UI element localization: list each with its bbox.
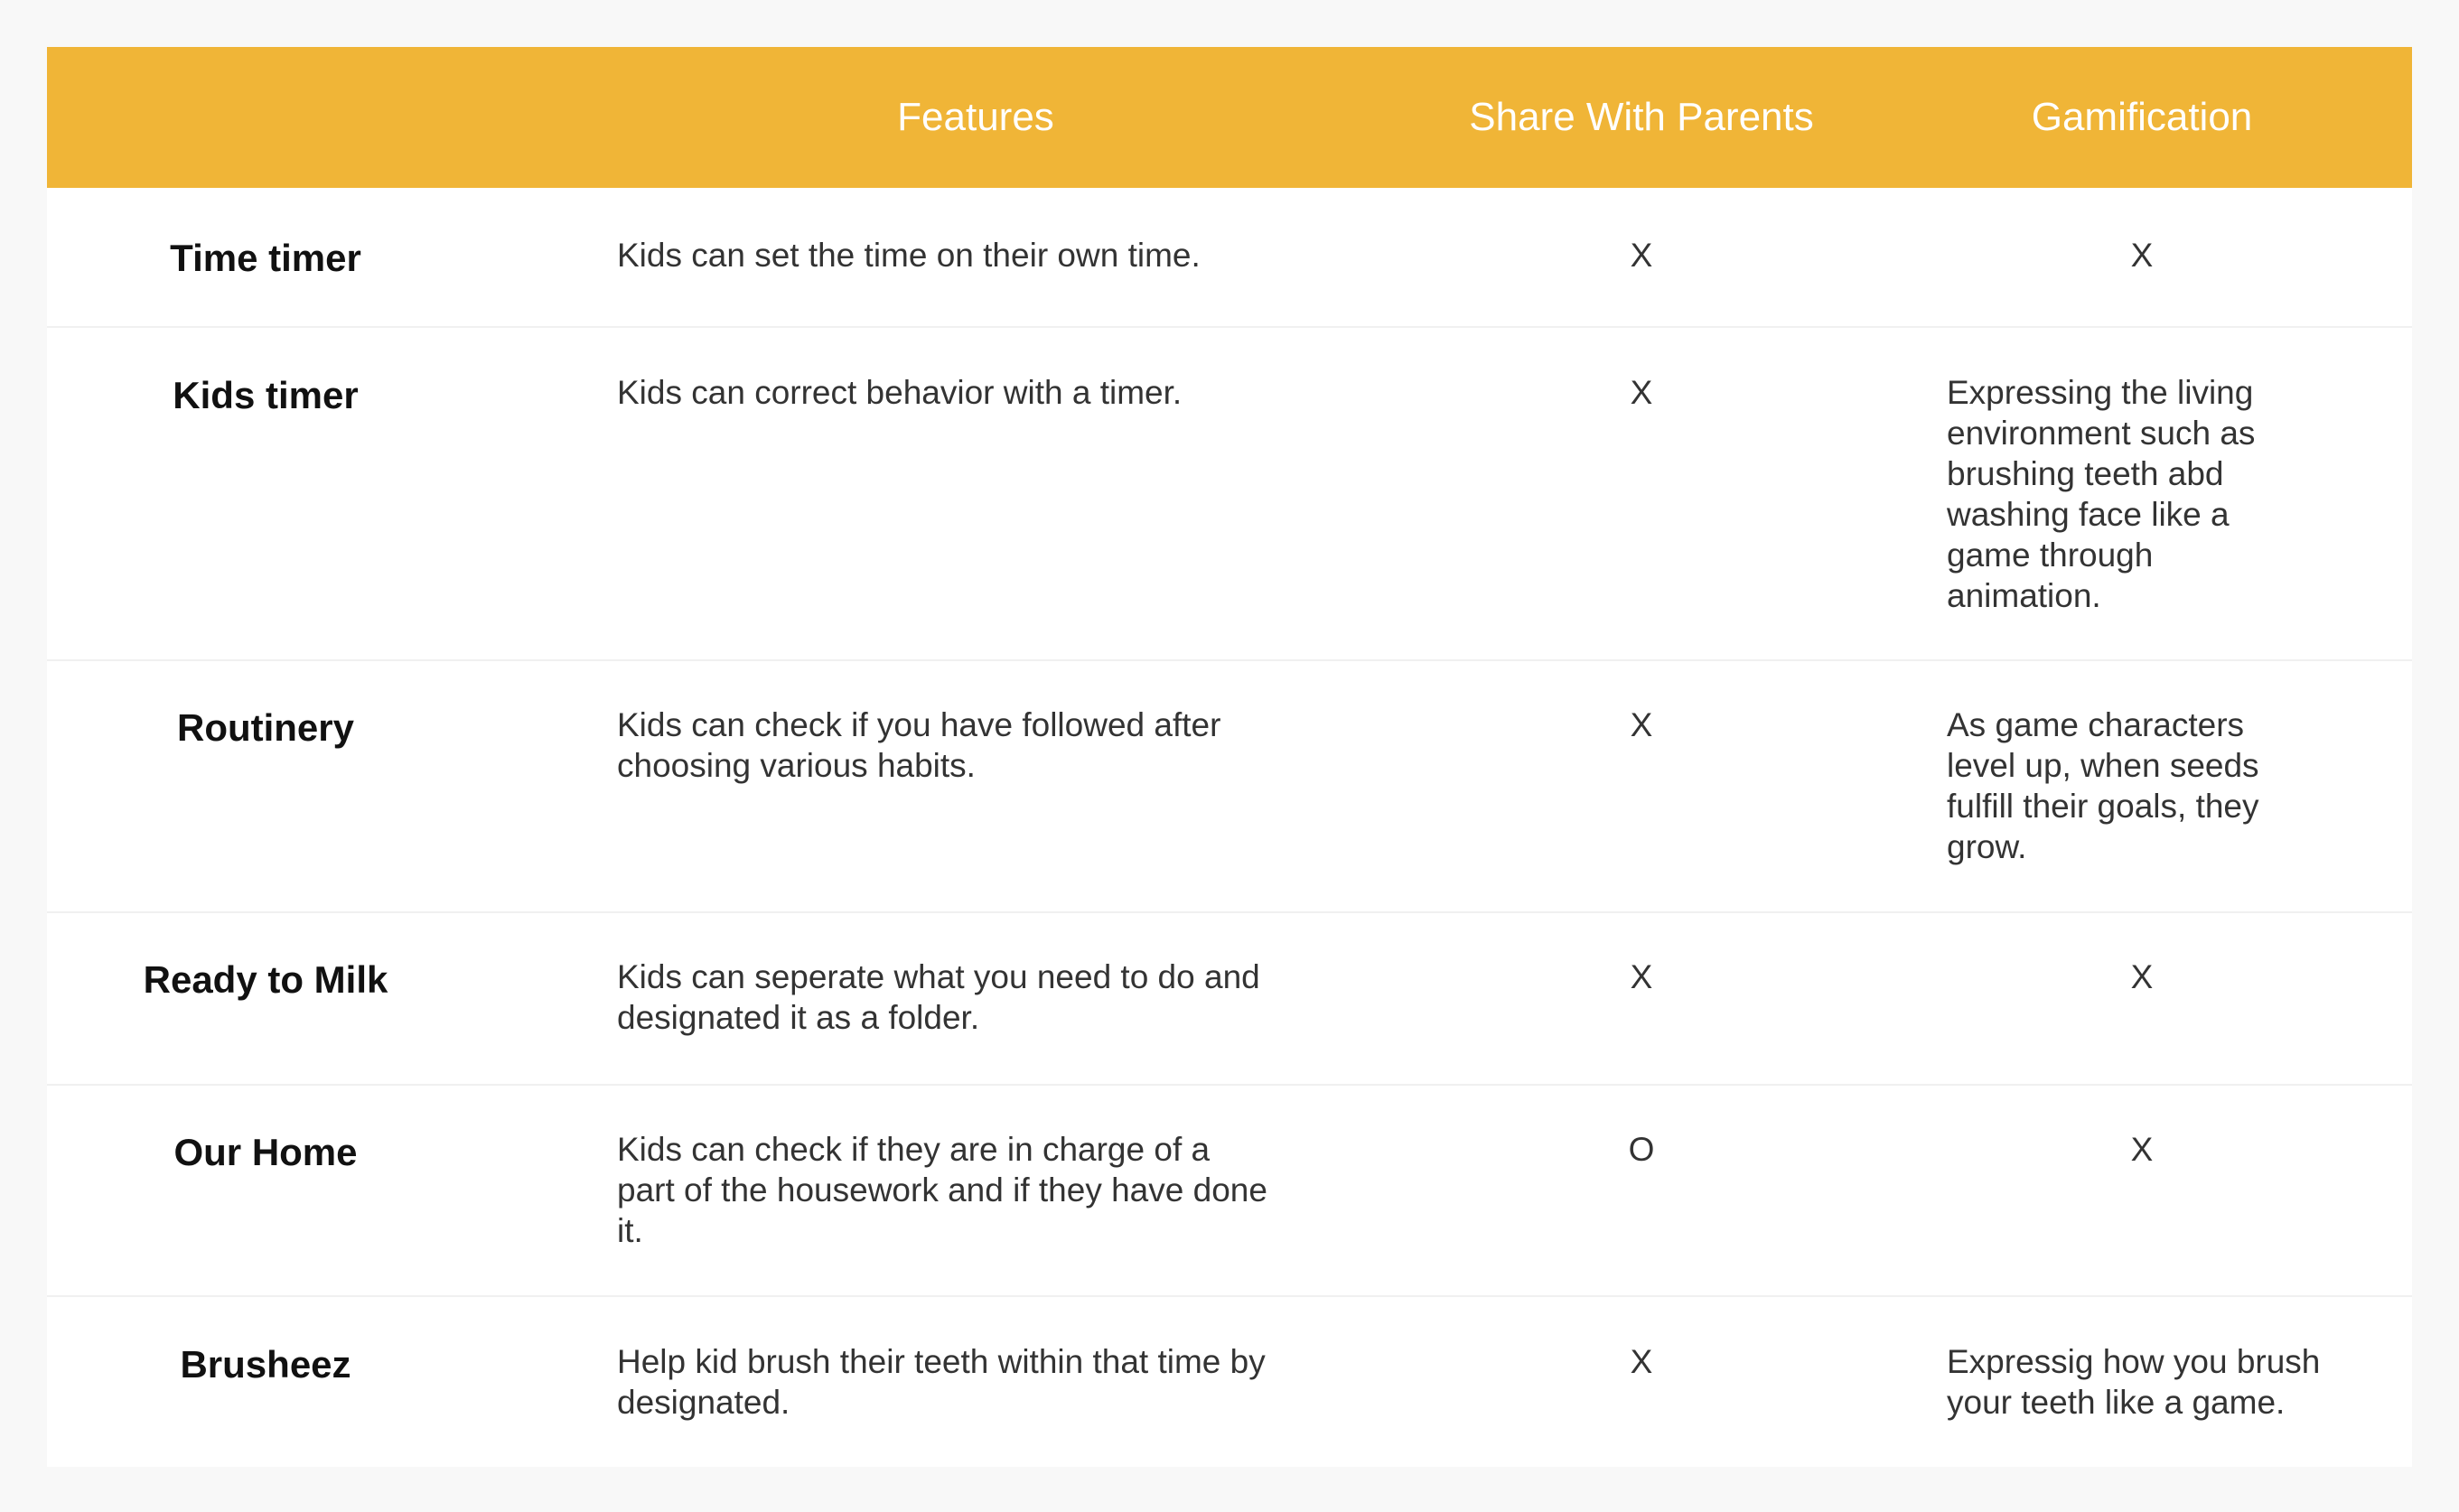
gamification-cell: X <box>2130 958 2154 995</box>
share-cell: X <box>1630 374 1653 411</box>
features-cell: Kids can correct behavior with a timer. <box>617 374 1183 411</box>
table-row <box>47 1295 2412 1467</box>
features-cell: Help kid brush their teeth within that time by designated. <box>617 1343 1266 1421</box>
share-cell: O <box>1628 1131 1655 1168</box>
comparison-table <box>47 47 2412 1467</box>
share-cell: X <box>1630 237 1653 274</box>
share-cell: X <box>1630 1343 1653 1380</box>
app-name: Routinery <box>176 706 354 749</box>
gamification-cell: Expressing the living environment such as brushing teeth abd washing face like a game through animation. <box>1947 374 2256 614</box>
gamification-cell: X <box>2130 1131 2154 1168</box>
features-cell: Kids can check if they are in charge of a part of the housework and if they have done it. <box>617 1131 1267 1249</box>
gamification-cell: X <box>2130 237 2154 274</box>
app-name: Ready to Milk <box>143 958 388 1001</box>
features-cell: Kids can set the time on their own time. <box>617 237 1201 274</box>
features-cell: Kids can check if you have followed after choosing various habits. <box>617 706 1221 784</box>
gamification-cell: Expressig how you brush your teeth like a game. <box>1947 1343 2321 1421</box>
table-row <box>47 659 2412 911</box>
table-header <box>47 47 2412 188</box>
app-name: Kids timer <box>173 374 359 416</box>
header-gamification: Gamification <box>2031 95 2253 139</box>
header-name-column <box>47 47 484 188</box>
table-row <box>47 188 2412 326</box>
app-name: Our Home <box>173 1131 358 1173</box>
features-cell: Kids can seperate what you need to do and designated it as a folder. <box>617 958 1260 1036</box>
share-cell: X <box>1630 958 1653 995</box>
table-row <box>47 326 2412 659</box>
header-features: Features <box>897 95 1054 139</box>
table-row <box>47 1084 2412 1295</box>
app-name: Brusheez <box>180 1343 351 1386</box>
header-share-with-parents: Share With Parents <box>1469 95 1814 139</box>
table-row <box>47 911 2412 1084</box>
gamification-cell: As game characters level up, when seeds fulfill their goals, they grow. <box>1947 706 2259 865</box>
share-cell: X <box>1630 706 1653 743</box>
app-name: Time timer <box>170 237 361 279</box>
